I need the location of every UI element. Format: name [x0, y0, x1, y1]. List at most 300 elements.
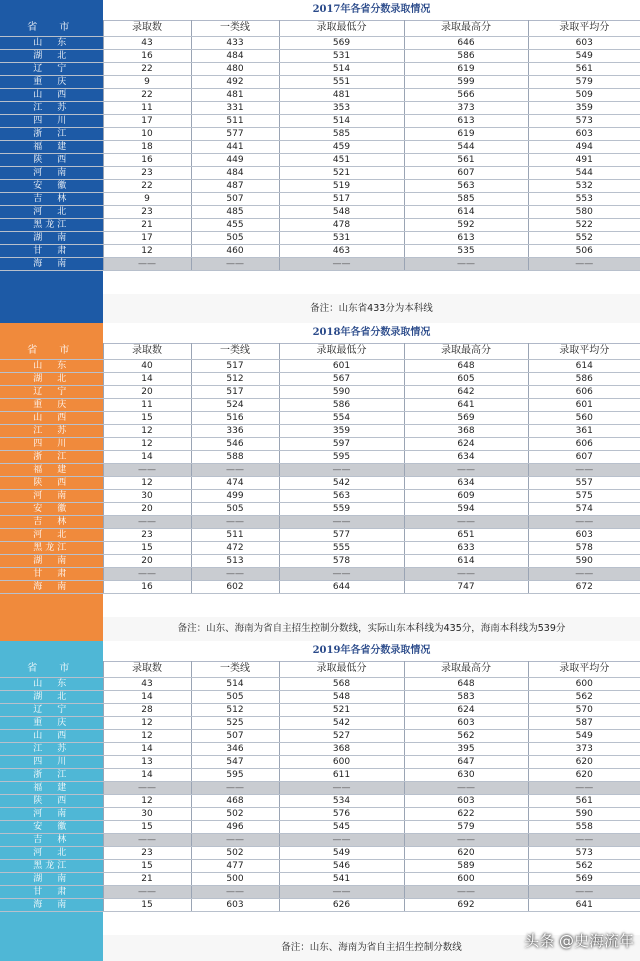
cell-province: 湖 北 [0, 691, 103, 704]
cell-max-score: 603 [404, 795, 528, 808]
cell-first-tier-line: 480 [191, 63, 279, 76]
cell-avg-score: 607 [528, 451, 640, 464]
cell-avg-score: 574 [528, 503, 640, 516]
cell-admitted-count: —— [103, 782, 191, 795]
header-max-score: 录取最高分 [404, 343, 528, 360]
cell-min-score: 521 [279, 704, 404, 717]
cell-first-tier-line: —— [191, 886, 279, 899]
cell-province: 河 南 [0, 808, 103, 821]
cell-first-tier-line: 507 [191, 193, 279, 206]
table-row [0, 102, 640, 115]
cell-province: 湖 北 [0, 373, 103, 386]
cell-first-tier-line: 346 [191, 743, 279, 756]
cell-admitted-count: 15 [103, 412, 191, 425]
cell-province: 陕 西 [0, 154, 103, 167]
table-row [0, 490, 640, 503]
cell-admitted-count: 15 [103, 542, 191, 555]
cell-first-tier-line: 516 [191, 412, 279, 425]
cell-avg-score: 573 [528, 115, 640, 128]
cell-min-score: 463 [279, 245, 404, 258]
cell-min-score: 514 [279, 63, 404, 76]
table-row [0, 167, 640, 180]
cell-max-score: —— [404, 886, 528, 899]
cell-max-score: 589 [404, 860, 528, 873]
cell-avg-score: 603 [528, 128, 640, 141]
cell-avg-score: 606 [528, 438, 640, 451]
cell-max-score: 633 [404, 542, 528, 555]
cell-province: 山 东 [0, 37, 103, 50]
cell-avg-score: 590 [528, 555, 640, 568]
cell-max-score: 613 [404, 232, 528, 245]
cell-province: 重 庆 [0, 76, 103, 89]
cell-avg-score: 578 [528, 542, 640, 555]
table-row [0, 258, 640, 271]
cell-admitted-count: 10 [103, 128, 191, 141]
table-row [0, 704, 640, 717]
cell-admitted-count: 14 [103, 373, 191, 386]
cell-max-score: 642 [404, 386, 528, 399]
cell-admitted-count: —— [103, 886, 191, 899]
cell-first-tier-line: 546 [191, 438, 279, 451]
cell-first-tier-line: 474 [191, 477, 279, 490]
cell-province: 河 南 [0, 167, 103, 180]
table-row [0, 821, 640, 834]
cell-province: 湖 南 [0, 232, 103, 245]
cell-first-tier-line: 477 [191, 860, 279, 873]
cell-avg-score: 614 [528, 360, 640, 373]
cell-admitted-count: 22 [103, 63, 191, 76]
header-min-score: 录取最低分 [279, 661, 404, 678]
cell-province: 安 徽 [0, 180, 103, 193]
header-first-tier-line: 一类线 [191, 343, 279, 360]
table-row [0, 37, 640, 50]
cell-province: 四 川 [0, 438, 103, 451]
table-row [0, 555, 640, 568]
cell-admitted-count: —— [103, 516, 191, 529]
table-row [0, 782, 640, 795]
table-row [0, 206, 640, 219]
table-row [0, 399, 640, 412]
cell-max-score: 592 [404, 219, 528, 232]
cell-first-tier-line: 511 [191, 115, 279, 128]
table-row [0, 464, 640, 477]
cell-min-score: 577 [279, 529, 404, 542]
table-row [0, 503, 640, 516]
cell-min-score: 568 [279, 678, 404, 691]
header-min-score: 录取最低分 [279, 343, 404, 360]
cell-avg-score: 573 [528, 847, 640, 860]
cell-max-score: 630 [404, 769, 528, 782]
cell-admitted-count: 18 [103, 141, 191, 154]
cell-min-score: 578 [279, 555, 404, 568]
cell-max-score: 373 [404, 102, 528, 115]
cell-province: 浙 江 [0, 451, 103, 464]
table-row [0, 795, 640, 808]
cell-max-score: —— [404, 258, 528, 271]
header-avg-score: 录取平均分 [528, 343, 640, 360]
header-avg-score: 录取平均分 [528, 20, 640, 37]
cell-first-tier-line: 484 [191, 167, 279, 180]
cell-province: 辽 宁 [0, 63, 103, 76]
cell-admitted-count: 12 [103, 245, 191, 258]
cell-province: 江 苏 [0, 425, 103, 438]
cell-avg-score: —— [528, 258, 640, 271]
table-row [0, 412, 640, 425]
table-row [0, 180, 640, 193]
cell-max-score: —— [404, 464, 528, 477]
cell-admitted-count: 20 [103, 386, 191, 399]
section-2019 [0, 641, 640, 961]
table-header-row [0, 661, 640, 678]
cell-min-score: 541 [279, 873, 404, 886]
cell-min-score: 359 [279, 425, 404, 438]
cell-first-tier-line: 505 [191, 691, 279, 704]
cell-max-score: 562 [404, 730, 528, 743]
cell-first-tier-line: 468 [191, 795, 279, 808]
cell-admitted-count: 11 [103, 102, 191, 115]
cell-admitted-count: 23 [103, 529, 191, 542]
cell-first-tier-line: —— [191, 568, 279, 581]
cell-admitted-count: 23 [103, 167, 191, 180]
table-row [0, 730, 640, 743]
cell-admitted-count: 43 [103, 37, 191, 50]
cell-avg-score: 549 [528, 50, 640, 63]
cell-admitted-count: 23 [103, 847, 191, 860]
cell-first-tier-line: —— [191, 834, 279, 847]
cell-avg-score: 606 [528, 386, 640, 399]
cell-avg-score: 552 [528, 232, 640, 245]
cell-min-score: 546 [279, 860, 404, 873]
cell-min-score: 601 [279, 360, 404, 373]
cell-first-tier-line: 512 [191, 373, 279, 386]
cell-max-score: —— [404, 782, 528, 795]
cell-province: 福 建 [0, 782, 103, 795]
cell-province: 吉 林 [0, 834, 103, 847]
cell-admitted-count: 17 [103, 232, 191, 245]
cell-min-score: 542 [279, 477, 404, 490]
cell-max-score: 535 [404, 245, 528, 258]
cell-max-score: 619 [404, 128, 528, 141]
cell-min-score: —— [279, 464, 404, 477]
cell-province: 江 苏 [0, 743, 103, 756]
watermark: 头条 @史海流年 [524, 932, 634, 950]
cell-avg-score: 361 [528, 425, 640, 438]
cell-province: 黑龙江 [0, 860, 103, 873]
table-row [0, 542, 640, 555]
cell-min-score: 531 [279, 50, 404, 63]
cell-province: 山 西 [0, 730, 103, 743]
cell-max-score: 651 [404, 529, 528, 542]
cell-first-tier-line: 496 [191, 821, 279, 834]
cell-admitted-count: 30 [103, 490, 191, 503]
table-row [0, 451, 640, 464]
cell-min-score: —— [279, 834, 404, 847]
cell-max-score: 579 [404, 821, 528, 834]
cell-avg-score: 506 [528, 245, 640, 258]
cell-admitted-count: 16 [103, 50, 191, 63]
cell-first-tier-line: 507 [191, 730, 279, 743]
cell-first-tier-line: 602 [191, 581, 279, 594]
cell-min-score: 481 [279, 89, 404, 102]
cell-admitted-count: —— [103, 464, 191, 477]
cell-admitted-count: —— [103, 834, 191, 847]
cell-admitted-count: 12 [103, 477, 191, 490]
table-header-row [0, 343, 640, 360]
cell-admitted-count: 22 [103, 89, 191, 102]
cell-min-score: 626 [279, 899, 404, 912]
cell-first-tier-line: 449 [191, 154, 279, 167]
cell-min-score: 521 [279, 167, 404, 180]
table-row [0, 128, 640, 141]
header-province: 省 市 [0, 661, 103, 678]
header-first-tier-line: 一类线 [191, 661, 279, 678]
cell-first-tier-line: 336 [191, 425, 279, 438]
table-row [0, 477, 640, 490]
section-title: 2019年各省分数录取情况 [103, 641, 640, 662]
cell-province: 黑龙江 [0, 542, 103, 555]
table-row [0, 50, 640, 63]
table-row [0, 193, 640, 206]
cell-avg-score: 620 [528, 769, 640, 782]
cell-province: 海 南 [0, 258, 103, 271]
cell-province: 河 北 [0, 847, 103, 860]
cell-admitted-count: 21 [103, 219, 191, 232]
cell-avg-score: 553 [528, 193, 640, 206]
cell-max-score: 620 [404, 847, 528, 860]
cell-min-score: 567 [279, 373, 404, 386]
cell-first-tier-line: —— [191, 516, 279, 529]
cell-first-tier-line: 514 [191, 678, 279, 691]
cell-avg-score: —— [528, 782, 640, 795]
cell-min-score: —— [279, 886, 404, 899]
cell-first-tier-line: 441 [191, 141, 279, 154]
cell-province: 吉 林 [0, 193, 103, 206]
cell-avg-score: 580 [528, 206, 640, 219]
cell-avg-score: 600 [528, 678, 640, 691]
table-row [0, 141, 640, 154]
cell-avg-score: —— [528, 834, 640, 847]
cell-first-tier-line: 331 [191, 102, 279, 115]
cell-avg-score: 561 [528, 795, 640, 808]
cell-avg-score: 570 [528, 704, 640, 717]
table-row [0, 808, 640, 821]
table-row [0, 529, 640, 542]
table-row [0, 89, 640, 102]
cell-max-score: 395 [404, 743, 528, 756]
cell-province: 河 北 [0, 529, 103, 542]
cell-avg-score: 560 [528, 412, 640, 425]
cell-max-score: 368 [404, 425, 528, 438]
table-row [0, 115, 640, 128]
cell-max-score: 613 [404, 115, 528, 128]
cell-avg-score: 522 [528, 219, 640, 232]
cell-admitted-count: 15 [103, 821, 191, 834]
table-note: 备注：山东、海南为省自主招生控制分数线 [103, 935, 640, 961]
table-row [0, 756, 640, 769]
cell-max-score: 692 [404, 899, 528, 912]
cell-max-score: 563 [404, 180, 528, 193]
cell-province: 重 庆 [0, 717, 103, 730]
cell-max-score: 603 [404, 717, 528, 730]
table-header-row [0, 20, 640, 37]
cell-min-score: —— [279, 516, 404, 529]
cell-province: 安 徽 [0, 821, 103, 834]
cell-admitted-count: 40 [103, 360, 191, 373]
cell-min-score: 514 [279, 115, 404, 128]
cell-avg-score: 587 [528, 717, 640, 730]
cell-avg-score: 549 [528, 730, 640, 743]
cell-min-score: 554 [279, 412, 404, 425]
cell-province: 陕 西 [0, 795, 103, 808]
cell-province: 河 北 [0, 206, 103, 219]
table-row [0, 743, 640, 756]
table-row [0, 717, 640, 730]
cell-first-tier-line: 502 [191, 808, 279, 821]
cell-max-score: 586 [404, 50, 528, 63]
cell-avg-score: 586 [528, 373, 640, 386]
cell-min-score: 576 [279, 808, 404, 821]
cell-avg-score: 494 [528, 141, 640, 154]
cell-min-score: 478 [279, 219, 404, 232]
table-row [0, 438, 640, 451]
cell-first-tier-line: 513 [191, 555, 279, 568]
cell-admitted-count: 28 [103, 704, 191, 717]
cell-avg-score: 561 [528, 63, 640, 76]
cell-first-tier-line: 517 [191, 386, 279, 399]
cell-avg-score: 557 [528, 477, 640, 490]
cell-province: 吉 林 [0, 516, 103, 529]
table-row [0, 219, 640, 232]
cell-avg-score: 532 [528, 180, 640, 193]
cell-province: 辽 宁 [0, 386, 103, 399]
section-title: 2018年各省分数录取情况 [103, 323, 640, 344]
scores-table [0, 343, 640, 594]
table-row [0, 386, 640, 399]
cell-avg-score: 558 [528, 821, 640, 834]
table-note: 备注：山东省433分为本科线 [103, 294, 640, 323]
table-row [0, 769, 640, 782]
cell-first-tier-line: 481 [191, 89, 279, 102]
table-row [0, 847, 640, 860]
cell-province: 山 东 [0, 360, 103, 373]
cell-admitted-count: 12 [103, 730, 191, 743]
cell-first-tier-line: 500 [191, 873, 279, 886]
cell-admitted-count: 15 [103, 860, 191, 873]
cell-min-score: 595 [279, 451, 404, 464]
header-first-tier-line: 一类线 [191, 20, 279, 37]
cell-admitted-count: 12 [103, 438, 191, 451]
cell-province: 陕 西 [0, 477, 103, 490]
cell-max-score: —— [404, 516, 528, 529]
cell-admitted-count: 14 [103, 769, 191, 782]
cell-avg-score: 620 [528, 756, 640, 769]
cell-province: 湖 南 [0, 555, 103, 568]
cell-province: 浙 江 [0, 769, 103, 782]
cell-min-score: 545 [279, 821, 404, 834]
cell-min-score: 590 [279, 386, 404, 399]
cell-province: 甘 肃 [0, 886, 103, 899]
cell-first-tier-line: 455 [191, 219, 279, 232]
cell-avg-score: 562 [528, 691, 640, 704]
cell-first-tier-line: 505 [191, 503, 279, 516]
cell-max-score: 614 [404, 555, 528, 568]
cell-avg-score: 590 [528, 808, 640, 821]
cell-province: 湖 南 [0, 873, 103, 886]
cell-province: 海 南 [0, 581, 103, 594]
cell-province: 重 庆 [0, 399, 103, 412]
cell-avg-score: —— [528, 516, 640, 529]
table-row [0, 568, 640, 581]
section-2017 [0, 0, 640, 323]
cell-min-score: 549 [279, 847, 404, 860]
cell-first-tier-line: 492 [191, 76, 279, 89]
cell-province: 四 川 [0, 756, 103, 769]
cell-first-tier-line: 577 [191, 128, 279, 141]
cell-admitted-count: 43 [103, 678, 191, 691]
cell-avg-score: 641 [528, 899, 640, 912]
cell-first-tier-line: 484 [191, 50, 279, 63]
cell-min-score: —— [279, 782, 404, 795]
cell-max-score: 614 [404, 206, 528, 219]
cell-first-tier-line: 487 [191, 180, 279, 193]
cell-admitted-count: 9 [103, 76, 191, 89]
header-province: 省 市 [0, 343, 103, 360]
cell-min-score: 548 [279, 206, 404, 219]
cell-avg-score: 569 [528, 873, 640, 886]
cell-admitted-count: 22 [103, 180, 191, 193]
cell-admitted-count: 15 [103, 899, 191, 912]
cell-admitted-count: 13 [103, 756, 191, 769]
cell-min-score: 600 [279, 756, 404, 769]
table-row [0, 425, 640, 438]
cell-first-tier-line: 505 [191, 232, 279, 245]
cell-max-score: 583 [404, 691, 528, 704]
cell-avg-score: 601 [528, 399, 640, 412]
header-admitted-count: 录取数 [103, 343, 191, 360]
cell-avg-score: 579 [528, 76, 640, 89]
section-2018 [0, 323, 640, 641]
cell-first-tier-line: 460 [191, 245, 279, 258]
header-admitted-count: 录取数 [103, 20, 191, 37]
cell-avg-score: 672 [528, 581, 640, 594]
cell-max-score: —— [404, 834, 528, 847]
cell-max-score: 566 [404, 89, 528, 102]
cell-first-tier-line: 517 [191, 360, 279, 373]
table-row [0, 360, 640, 373]
cell-avg-score: 603 [528, 37, 640, 50]
cell-max-score: 634 [404, 477, 528, 490]
cell-min-score: 586 [279, 399, 404, 412]
table-row [0, 834, 640, 847]
cell-province: 山 西 [0, 89, 103, 102]
scores-table [0, 661, 640, 912]
cell-min-score: 531 [279, 232, 404, 245]
cell-max-score: 569 [404, 412, 528, 425]
cell-min-score: 459 [279, 141, 404, 154]
cell-max-score: 648 [404, 360, 528, 373]
cell-admitted-count: 12 [103, 717, 191, 730]
cell-admitted-count: 12 [103, 425, 191, 438]
cell-max-score: 619 [404, 63, 528, 76]
cell-first-tier-line: 547 [191, 756, 279, 769]
cell-max-score: 648 [404, 678, 528, 691]
cell-avg-score: 373 [528, 743, 640, 756]
cell-min-score: 534 [279, 795, 404, 808]
cell-first-tier-line: 472 [191, 542, 279, 555]
table-row [0, 899, 640, 912]
cell-admitted-count: 16 [103, 581, 191, 594]
cell-province: 山 东 [0, 678, 103, 691]
